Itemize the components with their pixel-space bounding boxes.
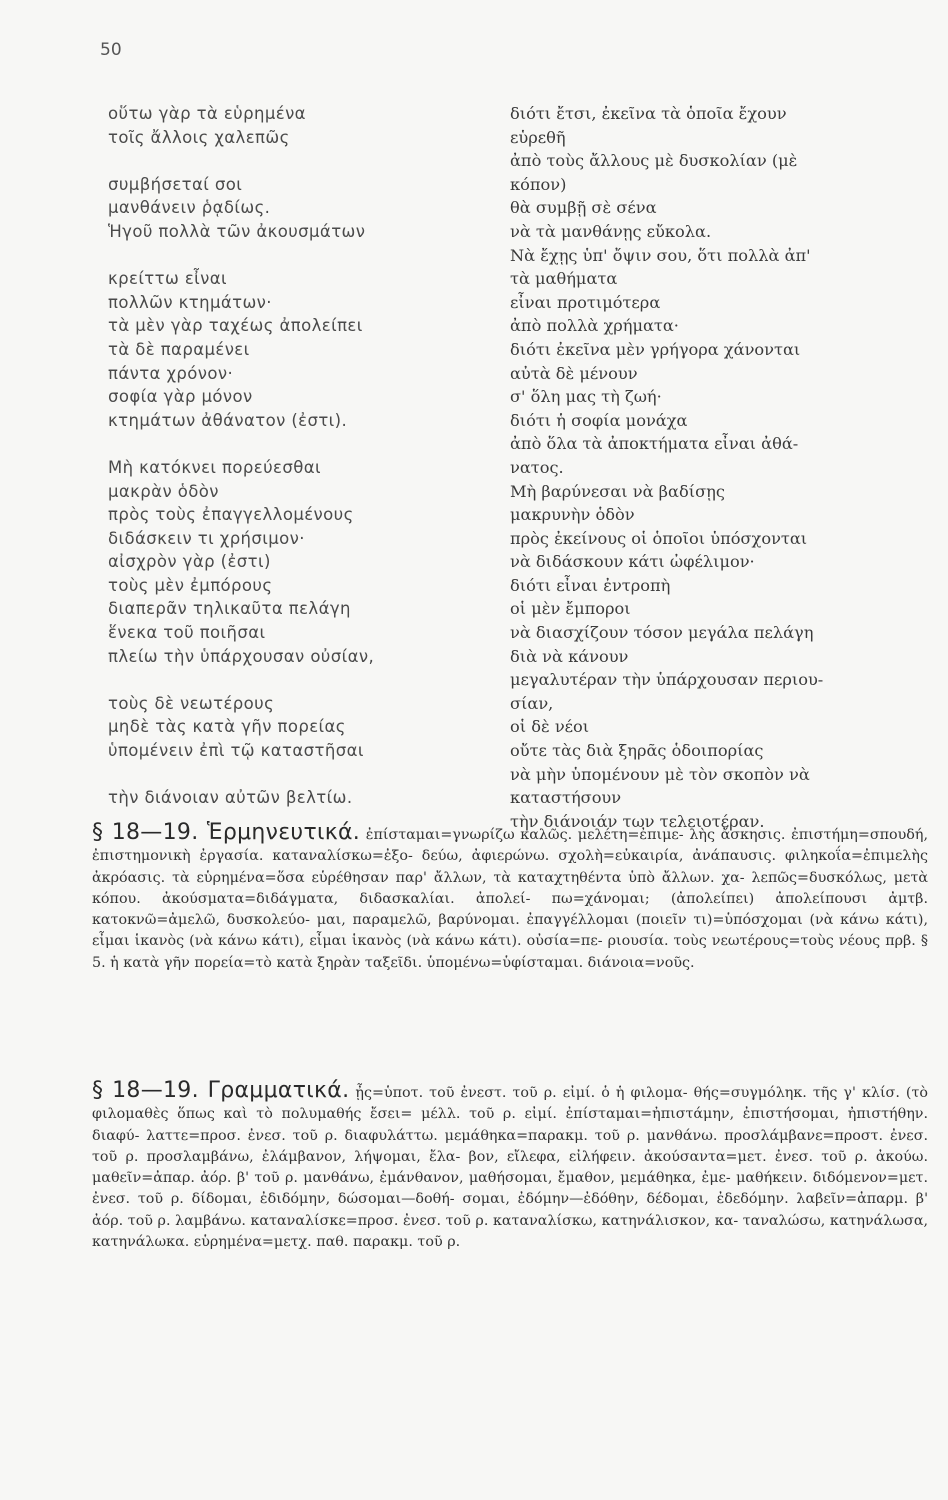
translation-line: νὰ μὴν ὑπομένουν μὲ τὸν σκοπὸν νὰ — [510, 764, 810, 784]
greek-text-line: κρείττω εἶναι — [108, 269, 228, 289]
grammatical-note-line: μέλλ. τοῦ ρ. εἰμί. ἐπίσταμαι=ἠπιστάμην, ἐπιστήσομαι, ἠπιστήθην. διαφύ- — [92, 1106, 929, 1144]
translation-line: εἶναι προτιμότερα — [510, 292, 661, 312]
grammatical-note-line: ἀόρ. β' τοῦ ρ. μανθάνω, ἐμάνθανον, μαθήσομαι, ἔμαθον, μεμάθηκα, ἐμε- — [200, 1170, 731, 1187]
translation-line: τὰ μαθήματα — [510, 269, 618, 289]
translation-line: νατος. — [510, 457, 564, 477]
translation-line: διότι ἐκεῖνα μὲν γρήγορα χάνονται — [510, 339, 801, 359]
greek-text-line: τὰ δὲ παραμένει — [108, 339, 250, 359]
greek-text-line: μακρὰν ὁδὸν — [108, 481, 219, 501]
grammatical-note-line: ᾖς=ὑποτ. τοῦ ἐνεστ. τοῦ ρ. εἰμί. ὁ ἡ φιλομα- — [355, 1085, 688, 1101]
grammatical-note-line: θής=συγμόληκ. τῆς γ' κλίσ. (τὸ φιλομαθὲς ὅπως καὶ τὸ πολυμαθής ἔσει= — [92, 1085, 929, 1123]
translation-line: νὰ διδάσκουν κάτι ὠφέλιμον· — [510, 552, 755, 572]
translation-column — [510, 102, 925, 833]
interpretive-heading: § 18—19. Ἑρμηνευτικά. — [92, 820, 361, 845]
grammatical-note-line: προσλάμβανε=προστ. ἐνεσ. τοῦ ρ. προσλαμβάνω, ἐλάμβανον, λήψομαι, ἔλα- — [92, 1127, 929, 1165]
translation-line: σ' ὅλη μας τὴ ζωή· — [510, 387, 662, 407]
grammatical-heading: § 18—19. Γραμματικά. — [92, 1078, 350, 1103]
interpretive-note-line: μαι, παραμελῶ, βαρύνομαι. ἐπαγγέλλομαι (ποιεῖν τι)=ὑπόσχομαι (νὰ κάνω — [316, 912, 880, 929]
translation-line: μεγαλυτέραν τὴν ὑπάρχουσαν περιου- — [510, 670, 824, 690]
translation-line: ἀπὸ πολλὰ χρήματα· — [510, 316, 679, 336]
interpretive-note-line: πω=χάνομαι; (ἀπολείπει) ἀπολείπουσι ἀμτβ. κατοκνῶ=ἀμελῶ, δυσκολεύο- — [92, 890, 928, 929]
translation-line: ἀπὸ τοὺς ἄλλους μὲ δυσκολίαν (μὲ — [510, 151, 798, 171]
translation-line: οὔτε τὰς διὰ ξηρᾶς ὁδοιπορίας — [510, 741, 764, 761]
grammatical-note-line: μαθήκειν. διδόμενον=μετ. ἐνεσ. τοῦ ρ. δίδομαι, ἐδιδόμην, δώσομαι—δοθή- — [92, 1170, 928, 1208]
translation-line: πρὸς ἐκείνους οἱ ὁποῖοι ὑπόσχονται — [510, 528, 808, 548]
interpretive-note-line: λεπῶς=δυσκόλως, μετὰ κόπου. ἀκούσματα=διδάγματα, διδασκαλίαι. ἀπολεί- — [92, 869, 929, 907]
greek-text-line: σοφία γὰρ μόνον — [108, 387, 253, 407]
greek-text-spacer — [108, 432, 478, 456]
greek-text-line: διαπερᾶν τηλικαῦτα πελάγη — [108, 599, 351, 619]
greek-text-line: τὴν διάνοιαν αὐτῶν βελτίω. — [108, 788, 353, 808]
greek-text-column — [108, 102, 478, 810]
translation-line: διότι εἶναι ἐντροπὴ — [510, 575, 671, 595]
translation-line: ἀπὸ ὅλα τὰ ἀποκτήματα εἶναι ἀθά- — [510, 434, 799, 454]
greek-text-line: πλείω τὴν ὑπάρχουσαν οὐσίαν, — [108, 646, 375, 666]
grammatical-notes — [92, 1080, 928, 1253]
translation-line: διότι ἔτσι, ἐκεῖνα τὰ ὁποῖα ἔχουν — [510, 104, 787, 123]
greek-text-line: τοὺς δὲ νεωτέρους — [108, 693, 275, 713]
greek-text-spacer — [108, 149, 478, 173]
greek-text-line: ἕνεκα τοῦ ποιῆσαι — [108, 623, 266, 643]
greek-text-line: μηδὲ τὰς κατὰ γῆν πορείας — [108, 717, 346, 737]
greek-text-line: πρὸς τοὺς ἐπαγγελλομένους — [108, 505, 354, 525]
translation-line: θὰ συμβῇ σὲ σένα — [510, 198, 657, 218]
translation-line: κόπον) — [510, 174, 567, 194]
greek-text-spacer — [108, 668, 478, 692]
greek-text-line: Ἡγοῦ πολλὰ τῶν ἀκουσμάτων — [108, 221, 366, 241]
translation-line: τὴν διάνοιάν των τελειοτέραν. — [510, 811, 765, 831]
interpretive-note-line: λὴς ἄσκησις. ἐπιστήμη=σπουδή, ἐπιστημονικὴ ἐργασία. καταναλίσκω=ἐξο- — [92, 827, 929, 865]
translation-line: οἱ δὲ νέοι — [510, 717, 590, 737]
interpretive-note-line: τὰ εὑρημένα=ὅσα εὑρέθησαν παρ' ἄλλων, τὰ καταχτηθέντα ὑπὸ ἄλλων. χα- — [172, 869, 745, 886]
translation-line: νὰ τὰ μανθάνῃς εὔκολα. — [510, 221, 712, 241]
greek-text-line: κτημάτων ἀθάνατον (ἐστι). — [108, 410, 348, 430]
greek-text-line: τοῖς ἄλλοις χαλεπῶς — [108, 127, 290, 147]
greek-text-line: μανθάνειν ῥᾳδίως. — [108, 198, 271, 218]
grammatical-note-line: βον, εἴλεφα, εἰλήφειν. ἀκούσαντα=μετ. ἐνεσ. τοῦ ρ. ἀκούω. μαθεῖν=ἀπαρ. — [92, 1148, 928, 1187]
translation-line: Μὴ βαρύνεσαι νὰ βαδίσῃς — [510, 481, 725, 501]
greek-text-line: Μὴ κατόκνει πορεύεσθαι — [108, 457, 321, 477]
greek-text-line: διδάσκειν τι χρήσιμον· — [108, 528, 305, 548]
translation-line: οἱ μὲν ἔμποροι — [510, 599, 631, 619]
greek-text-spacer — [108, 763, 478, 787]
greek-text-line: πολλῶν κτημάτων· — [108, 292, 272, 312]
interpretive-note-line: δεύω, ἀφιερώνω. σχολὴ=εὐκαιρία, ἀνάπαυσις. φιληκοΐα=ἐπιμελὴς ἀκρόασις. — [92, 848, 928, 886]
translation-line: νὰ διασχίζουν τόσον μεγάλα πελάγη — [510, 623, 814, 643]
interpretive-note-line: ἐπίσταμαι=γνωρίζω καλῶς. μελέτη=ἐπιμε- — [365, 827, 684, 843]
translation-line: Νὰ ἔχῃς ὑπ' ὄψιν σου, ὅτι πολλὰ ἀπ' — [510, 245, 811, 265]
translation-line: σίαν, — [510, 693, 554, 713]
translation-line: διὰ νὰ κάνουν — [510, 646, 629, 666]
translation-line: μακρυνὴν ὁδὸν — [510, 505, 635, 525]
greek-text-line: συμβήσεταί σοι — [108, 174, 243, 194]
greek-text-line: τὰ μὲν γὰρ ταχέως ἀπολείπει — [108, 316, 363, 336]
page-number: 50 — [100, 40, 122, 60]
translation-line: διότι ἡ σοφία μονάχα — [510, 410, 688, 430]
greek-text-line: ὑπομένειν ἐπὶ τῷ καταστῆσαι — [108, 741, 364, 761]
interpretive-notes — [92, 822, 928, 974]
greek-text-line: αἰσχρὸν γὰρ (ἐστι) — [108, 552, 271, 572]
grammatical-note-line: λαττε=προσ. ἐνεσ. τοῦ ρ. διαφυλάττω. μεμάθηκα=παρακμ. τοῦ ρ. μανθάνω. — [146, 1127, 718, 1144]
translation-line: καταστήσουν — [510, 788, 622, 808]
greek-text-spacer — [108, 244, 478, 268]
grammatical-note-line: σομαι, ἐδόμην—ἐδόθην, δέδομαι, ἐδεδόμην. λαβεῖν=ἀπαρμ. β' ἀόρ. τοῦ ρ. — [92, 1191, 929, 1229]
grammatical-note-line: λαμβάνω. καταναλίσκε=προσ. ἐνεσ. τοῦ ρ. καταναλίσκω, κατηνάλισκον, κα- — [175, 1212, 739, 1229]
translation-line: εὑρεθῆ — [510, 127, 566, 147]
interpretive-note-line: ριουσία. τοὺς νεωτέρους=τοὺς νέους πρβ. § 5. ἡ κατὰ γῆν πορεία=τὸ κατὰ — [92, 933, 929, 971]
interpretive-note-line: κάτι), εἶμαι ἱκανὸς (νὰ κάνω κάτι), εἶμαι ἱκανὸς (νὰ κάνω κάτι). οὐσία=πε- — [92, 912, 929, 950]
translation-line: αὐτὰ δὲ μένουν — [510, 363, 638, 383]
greek-text-line: οὕτω γὰρ τὰ εὑρημένα — [108, 104, 306, 123]
greek-text-line: πάντα χρόνον· — [108, 363, 234, 383]
grammatical-note-line: ταναλώσω, κατηνάλωσα, κατηνάλωκα. εὑρημένα=μετχ. παθ. παρακμ. τοῦ ρ. — [92, 1212, 929, 1251]
greek-text-line: τοὺς μὲν ἐμπόρους — [108, 575, 273, 595]
interpretive-note-line: ξηρὰν ταξεῖδι. ὑπομένω=ὑφίσταμαι. διάνοια=νοῦς. — [317, 954, 695, 971]
